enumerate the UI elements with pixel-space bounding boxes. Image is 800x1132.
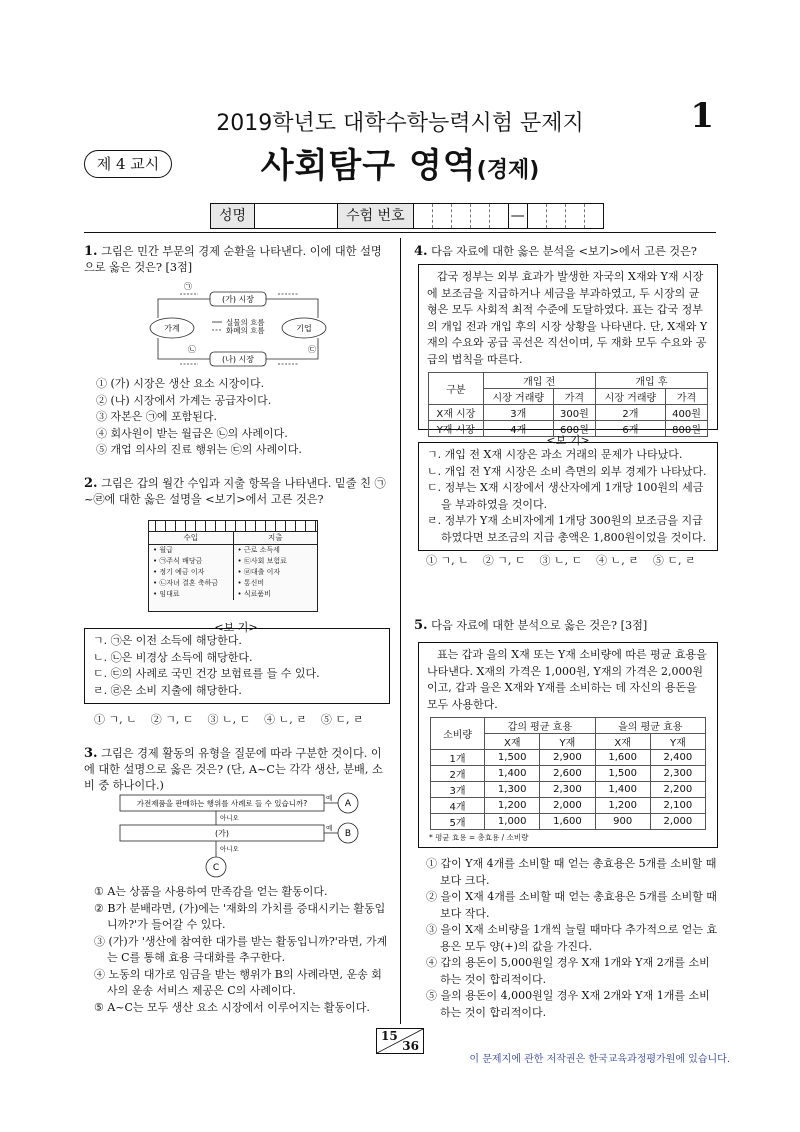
q3-option[interactable]: ① A는 상품을 사용하여 만족감을 얻는 활동이다. (94, 885, 328, 898)
expense-item: • ㉢사회 보험료 (237, 557, 287, 565)
q4-th-qty: 시장 거래량 (483, 389, 553, 405)
table-cell: 4개 (431, 798, 485, 814)
table-row (431, 782, 706, 798)
table-cell: 1,500 (485, 750, 540, 766)
q3-node-b: B (344, 829, 352, 839)
table-cell: 1,400 (595, 782, 650, 798)
q4-passage: 갑국 정부는 외부 효과가 발생한 자국의 X재와 Y재 시장에 보조금을 지급하거나 세금을 부과하였고, 두 시장의 균형은 모두 사회적 최적 수준에 도달하였다. 표는 갑국 정부의 개입 전과 개입 후의 시장 상황을 나타낸다. 단, X재와 Y재의 수요와 공급 곡선은 직선이며, 두 재화 모두 수요와 공급의 법칙을 따른다. (427, 270, 708, 366)
q3-node-a: A (344, 799, 352, 809)
q2-bogi-item: ㄷ. ㉢의 사례로 국민 건강 보험료를 들 수 있다. (93, 667, 320, 680)
q5-table (430, 717, 706, 830)
exam-no-digit[interactable] (490, 204, 509, 228)
q4-passage-box (418, 264, 718, 436)
table-cell: 2,300 (650, 766, 705, 782)
subject-sub: (경제) (476, 158, 540, 183)
marker-3: ㉢ (308, 345, 316, 354)
market-na-label: (나) 시장 (222, 355, 254, 364)
q4-number: 4. (414, 244, 428, 259)
expense-item: • ㉣대출 이자 (237, 568, 281, 576)
q5-th-y: Y재 (650, 734, 705, 750)
q1-circulation-diagram (148, 282, 328, 370)
q3-text: 그림은 경제 활동의 유형을 질문에 따라 구분한 것이다. 이에 대한 설명으로 옳은 것은? (단, A~C는 각각 생산, 분배, 소비 중 하나이다.) (84, 747, 383, 792)
q2-bogi-item: ㄱ. ㉠은 이전 소득에 해당한다. (93, 634, 242, 647)
table-cell: 600원 (553, 421, 595, 437)
table-cell: 6개 (595, 421, 665, 437)
page-total: 36 (402, 1039, 419, 1053)
income-item: • ㉠주식 배당금 (153, 557, 203, 565)
q4-bogi-item: ㄷ. 정부는 X재 시장에서 생산자에게 1개당 100원의 세금을 부과하였을 것이다. (427, 481, 704, 511)
table-row (431, 750, 706, 766)
table-cell: 300원 (553, 405, 595, 421)
table-cell: 1,200 (595, 798, 650, 814)
table-cell: Y재 시장 (429, 421, 484, 437)
table-cell: 2,600 (540, 766, 595, 782)
income-list (149, 545, 234, 600)
q1-option[interactable]: ⑤ 개업 의사의 진료 행위는 ㉢의 사례이다. (96, 443, 302, 456)
q5-stem (414, 618, 718, 634)
table-cell: 2개 (431, 766, 485, 782)
table-cell: 3개 (483, 405, 553, 421)
q2-bogi-title: <보 기> (214, 621, 258, 634)
table-cell: 1,000 (485, 814, 540, 830)
exam-no-digit[interactable] (585, 204, 603, 228)
q4-bogi-title: <보 기> (546, 434, 590, 447)
copyright-notice: 이 문제지에 관한 저작권은 한국교육과정평가원에 있습니다. (469, 1054, 730, 1065)
q4-text: 다음 자료에 대한 옳은 분석을 <보기>에서 고른 것은? (431, 245, 697, 258)
expense-item: • 근로 소득세 (237, 546, 280, 554)
q2-choices[interactable]: ① ㄱ, ㄴ ② ㄱ, ㄷ ③ ㄴ, ㄷ ④ ㄴ, ㄹ ⑤ ㄷ, ㄹ (94, 713, 364, 726)
exam-no-dash: — (509, 204, 528, 228)
q5-number: 5. (414, 618, 428, 633)
exam-no-label: 수험 번호 (338, 204, 414, 228)
q5-option[interactable]: ④ 갑의 용돈이 5,000원일 경우 X재 1개와 Y재 2개를 소비하는 것이 합리적이다. (426, 956, 710, 986)
exam-no-digit[interactable] (547, 204, 566, 228)
table-cell: 2,000 (540, 798, 595, 814)
table-cell: 2,300 (540, 782, 595, 798)
q4-stem (414, 244, 718, 260)
q1-option[interactable]: ④ 회사원이 받는 월급은 ㉡의 사례이다. (96, 426, 288, 440)
table-cell: 1,500 (595, 766, 650, 782)
q3-option[interactable]: ③ (가)가 '생산에 참여한 대가를 받는 활동입니까?'라면, 가계는 C를 통해 효용 극대화를 추구한다. (94, 934, 388, 964)
q5-th-qty: 소비량 (431, 718, 485, 750)
q5-options (426, 856, 718, 1021)
q5-th-x: X재 (595, 734, 650, 750)
expense-list (234, 545, 318, 600)
q3-yes-1: 예 (326, 794, 333, 802)
q1-option[interactable]: ① (가) 시장은 생산 요소 시장이다. (96, 377, 265, 390)
q3-ga: (가) (215, 829, 229, 838)
table-cell: 2,400 (650, 750, 705, 766)
q3-stem (84, 746, 388, 794)
q5-th-gap: 갑의 평균 효용 (485, 718, 595, 734)
expense-header: 지출 (268, 533, 283, 542)
exam-no-digit[interactable] (528, 204, 547, 228)
q4-th-before: 개입 전 (483, 373, 595, 389)
spiral-binding (149, 521, 317, 532)
q5-th-y: Y재 (540, 734, 595, 750)
q1-option[interactable]: ③ 자본은 ㉠에 포함된다. (96, 410, 217, 423)
table-row (429, 405, 708, 421)
q3-option[interactable]: ⑤ A~C는 모두 생산 요소 시장에서 이루어지는 활동이다. (94, 1000, 370, 1014)
marker-2: ㉡ (188, 345, 196, 354)
table-cell: 2,900 (540, 750, 595, 766)
table-cell: 400원 (666, 405, 708, 421)
q4-bogi-item: ㄹ. 정부가 Y재 소비자에게 1개당 300원의 보조금을 지급하였다면 보조금의 지급 총액은 1,800원이었을 것이다. (427, 514, 706, 544)
household-label: 가계 (164, 324, 180, 333)
period-badge: 제 4 교시 (84, 150, 172, 178)
table-cell: 1개 (431, 750, 485, 766)
q4-th-after: 개입 후 (595, 373, 707, 389)
header-rule (84, 232, 716, 233)
q1-stem (84, 244, 388, 276)
table-cell: 2,100 (650, 798, 705, 814)
table-cell: 5개 (431, 814, 485, 830)
q1-number: 1. (84, 244, 98, 259)
q3-options (94, 884, 390, 1016)
exam-no-digit[interactable] (433, 204, 452, 228)
page-mark: 1 (690, 96, 714, 136)
market-ga-label: (가) 시장 (222, 295, 254, 304)
income-header: 수입 (149, 532, 234, 544)
page-current: 15 (381, 1029, 398, 1043)
q5-option[interactable]: ① 갑이 Y재 4개를 소비할 때 얻는 총효용은 5개를 소비할 때보다 크다. (426, 857, 717, 887)
expense-item: • 통신비 (237, 579, 265, 587)
q2-bogi-item: ㄴ. ㉡은 비경상 소득에 해당한다. (93, 650, 253, 664)
table-cell: X재 시장 (429, 405, 484, 421)
q3-node-c: C (212, 863, 220, 873)
q1-option[interactable]: ② (나) 시장에서 가계는 공급자이다. (96, 393, 272, 407)
table-cell: 2,000 (650, 814, 705, 830)
name-label: 성명 (211, 204, 255, 228)
q3-option[interactable]: ④ 노동의 대가로 임금을 받는 행위가 B의 사례라면, 운송 회사의 운송 서비스 제공은 C의 사례이다. (94, 967, 382, 997)
q4-th-qty: 시장 거래량 (595, 389, 665, 405)
q5-passage: 표는 갑과 을의 X재 또는 Y재 소비량에 따른 평균 효용을 나타낸다. X재의 가격은 1,000원, Y재의 가격은 2,000원이고, 갑과 을은 X재와 Y재를 소비하는 데 자신의 용돈을 모두 사용한다. (427, 648, 707, 711)
q3-no-2: 아니오 (220, 845, 239, 853)
page-number-box (376, 1028, 424, 1054)
exam-no-digit[interactable] (452, 204, 471, 228)
table-cell: 1,600 (540, 814, 595, 830)
name-field[interactable] (255, 204, 338, 228)
q4-th-price: 가격 (553, 389, 595, 405)
income-item: • 임대료 (153, 590, 180, 598)
q2-number: 2. (84, 476, 98, 491)
table-row (431, 798, 706, 814)
q4-choices[interactable]: ① ㄱ, ㄴ ② ㄱ, ㄷ ③ ㄴ, ㄷ ④ ㄴ, ㄹ ⑤ ㄷ, ㄹ (426, 554, 696, 567)
q3-question: 가전제품을 판매하는 행위를 사례로 들 수 있습니까? (136, 799, 308, 808)
exam-no-digit[interactable] (566, 204, 585, 228)
q5-option[interactable]: ② 을이 X재 4개를 소비할 때 얻는 총효용은 5개를 소비할 때보다 작다. (426, 890, 717, 920)
income-item: • 월급 (153, 546, 173, 554)
q2-bogi-item: ㄹ. ㉣은 소비 지출에 해당한다. (93, 683, 242, 697)
table-cell: 2개 (595, 405, 665, 421)
candidate-id-box (210, 203, 604, 229)
q3-yes-2: 예 (326, 824, 333, 832)
q2-stem (84, 476, 388, 508)
q4-bogi-item: ㄱ. 개입 전 X재 시장은 과소 거래의 문제가 나타났다. (427, 448, 683, 461)
q5-option[interactable]: ⑤ 을의 용돈이 4,000원일 경우 X재 2개와 Y재 1개를 소비하는 것이 합리적이다. (426, 989, 710, 1019)
subject-main: 사회탐구 영역 (260, 146, 477, 186)
table-cell: 900 (595, 814, 650, 830)
table-cell: 3개 (431, 782, 485, 798)
q5-option[interactable]: ③ 을이 X재 소비량을 1개씩 늘릴 때마다 추가적으로 얻는 효용은 모두 양(+)의 값을 가진다. (426, 923, 718, 953)
money-flow-label: 화폐의 흐름 (226, 326, 265, 335)
q5-th-eul: 을의 평균 효용 (595, 718, 705, 734)
table-cell: 4개 (483, 421, 553, 437)
q4-table (428, 372, 708, 437)
q4-th-price: 가격 (666, 389, 708, 405)
q4-th-gubun: 구분 (429, 373, 484, 405)
expense-item: • 식료품비 (237, 590, 271, 598)
q5-text: 다음 자료에 대한 분석으로 옳은 것은? [3점] (431, 619, 648, 632)
table-cell: 1,600 (595, 750, 650, 766)
q3-number: 3. (84, 746, 98, 761)
q3-flowchart (118, 792, 368, 878)
table-row (431, 766, 706, 782)
income-item: • ㉡자녀 결혼 축하금 (153, 579, 219, 587)
q4-bogi-item: ㄴ. 개입 전 Y재 시장은 소비 측면의 외부 경제가 나타났다. (427, 464, 707, 478)
q5-th-x: X재 (485, 734, 540, 750)
q2-text: 그림은 갑의 월간 수입과 지출 항목을 나타낸다. 밑줄 친 ㉠~㉣에 대한 옳은 설명을 <보기>에서 고른 것은? (84, 477, 386, 506)
firm-label: 기업 (296, 324, 312, 333)
exam-no-digit[interactable] (471, 204, 490, 228)
table-row (431, 814, 706, 830)
table-cell: 1,400 (485, 766, 540, 782)
real-flow-label: 실물의 흐름 (226, 318, 265, 327)
q3-option[interactable]: ② B가 분배라면, (가)에는 '재화의 가치를 증대시키는 활동입니까?'가 들어갈 수 있다. (94, 901, 386, 931)
income-item: • 정기 예금 이자 (153, 568, 205, 576)
q1-text: 그림은 민간 부문의 경제 순환을 나타낸다. 이에 대한 설명으로 옳은 것은? [3점] (84, 245, 382, 274)
marker-1: ㉠ (184, 282, 192, 291)
exam-title: 2019학년도 대학수학능력시험 문제지 (216, 111, 584, 136)
table-cell: 1,200 (485, 798, 540, 814)
subject-title (0, 138, 800, 187)
q4-bogi-box (418, 442, 718, 551)
table-cell: 2,200 (650, 782, 705, 798)
q2-bogi-box (84, 628, 390, 704)
q5-table-note: * 평균 효용 = 총효용 / 소비량 (429, 833, 529, 842)
exam-no-digit[interactable] (414, 204, 433, 228)
table-cell: 800원 (666, 421, 708, 437)
table-cell: 1,300 (485, 782, 540, 798)
q5-passage-box (418, 642, 718, 848)
column-divider (400, 238, 401, 1024)
q2-note-card (148, 520, 318, 612)
q3-no-1: 아니오 (220, 814, 239, 822)
q1-options (96, 376, 392, 459)
